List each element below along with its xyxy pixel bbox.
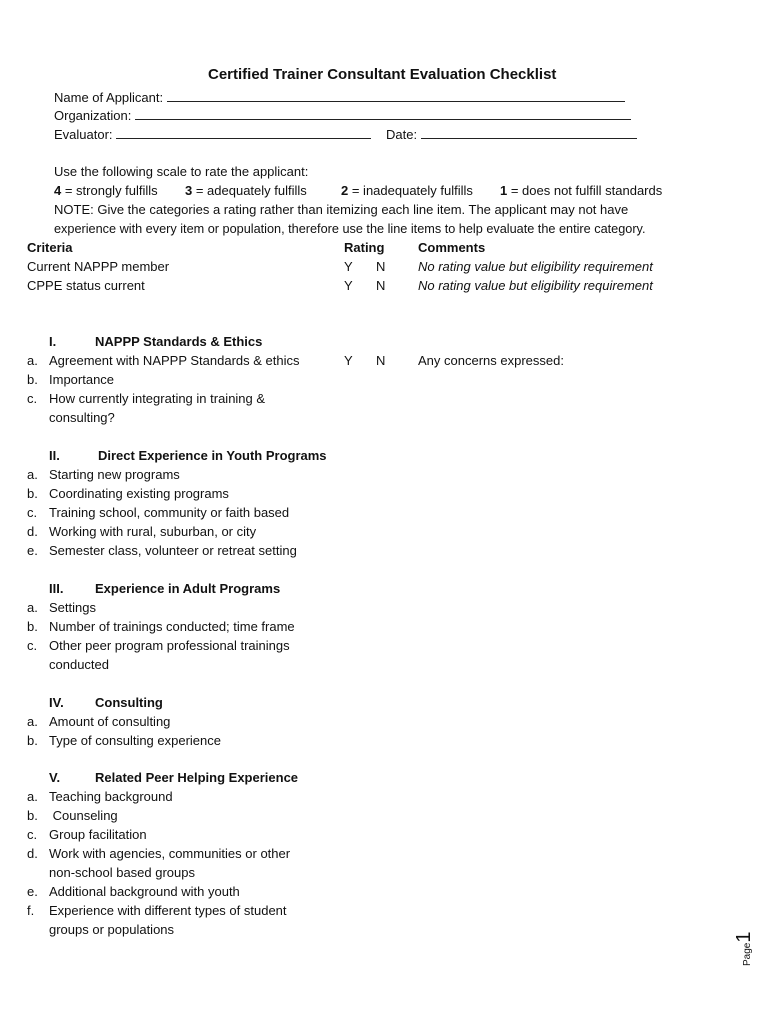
list-item: Work with agencies, communities or other: [49, 846, 291, 861]
section-4-title: Consulting: [95, 695, 163, 710]
list-item: Experience with different types of student: [49, 903, 287, 918]
list-item: Working with rural, suburban, or city: [49, 524, 257, 539]
list-item: consulting?: [49, 410, 115, 425]
section-2-title: Direct Experience in Youth Programs: [98, 448, 327, 463]
criteria-header: Criteria: [27, 240, 73, 255]
list-item-letter: b.: [27, 808, 38, 823]
section-4-number: IV.: [49, 695, 64, 710]
list-item: Other peer program professional trainings: [49, 638, 290, 653]
requirement-yes-option[interactable]: Y: [344, 278, 353, 293]
list-item: Agreement with NAPPP Standards & ethics: [49, 353, 300, 368]
list-item-letter: c.: [27, 391, 38, 406]
list-item: Settings: [49, 600, 96, 615]
list-item: conducted: [49, 657, 109, 672]
rating-4-number: 4: [54, 183, 62, 198]
list-item: Counseling: [49, 808, 118, 823]
section-1-yes-option[interactable]: Y: [344, 353, 353, 368]
date-field: [386, 126, 637, 143]
evaluator-label: Evaluator:: [54, 127, 113, 142]
list-item: Number of trainings conducted; time frame: [49, 619, 295, 634]
scale-rating-3: [185, 183, 307, 199]
page-number: [733, 926, 763, 966]
list-item: Coordinating existing programs: [49, 486, 229, 501]
applicant-input-line[interactable]: [167, 89, 625, 102]
page-label: Page: [742, 942, 753, 966]
list-item-letter: e.: [27, 884, 38, 899]
list-item-letter: b.: [27, 733, 38, 748]
comments-header: Comments: [418, 240, 486, 255]
section-3-number: III.: [49, 581, 64, 596]
organization-input-line[interactable]: [135, 107, 631, 120]
scale-note-line-1: NOTE: Give the categories a rating rather than itemizing each line item. The applicant may not have: [54, 202, 629, 217]
list-item: non-school based groups: [49, 865, 195, 880]
list-item-letter: c.: [27, 827, 38, 842]
list-item: Starting new programs: [49, 467, 180, 482]
list-item: Group facilitation: [49, 827, 147, 842]
rating-1-text: = does not fulfill standards: [507, 183, 663, 198]
list-item-letter: c.: [27, 505, 38, 520]
applicant-label: Name of Applicant:: [54, 90, 164, 105]
list-item: Training school, community or faith based: [49, 505, 290, 520]
list-item-letter: a.: [27, 467, 38, 482]
organization-field: [54, 107, 631, 124]
organization-label: Organization:: [54, 108, 132, 123]
list-item-letter: a.: [27, 600, 38, 615]
scale-note-line-2: experience with every item or population, therefore use the line items to help evaluate the entire category.: [54, 222, 646, 236]
rating-2-number: 2: [341, 183, 349, 198]
list-item: groups or populations: [49, 922, 175, 937]
list-item-letter: b.: [27, 486, 38, 501]
list-item-letter: a.: [27, 714, 38, 729]
list-item: Teaching background: [49, 789, 173, 804]
section-1-no-option[interactable]: N: [376, 353, 386, 368]
list-item-letter: b.: [27, 619, 38, 634]
list-item-letter: d.: [27, 524, 38, 539]
scale-intro: Use the following scale to rate the applicant:: [54, 164, 309, 179]
date-label: Date:: [386, 127, 418, 142]
list-item: Additional background with youth: [49, 884, 240, 899]
list-item: Semester class, volunteer or retreat setting: [49, 543, 297, 558]
list-item-letter: d.: [27, 846, 38, 861]
rating-1-number: 1: [500, 183, 508, 198]
requirement-comment: No rating value but eligibility requirement: [418, 278, 653, 293]
requirement-comment: No rating value but eligibility requirement: [418, 259, 653, 274]
applicant-field: [54, 89, 625, 106]
rating-header: Rating: [344, 240, 385, 255]
evaluator-input-line[interactable]: [116, 126, 371, 139]
requirement-label: CPPE status current: [27, 278, 145, 293]
rating-3-text: = adequately fulfills: [192, 183, 307, 198]
list-item-letter: a.: [27, 353, 38, 368]
section-1-comment: Any concerns expressed:: [418, 353, 564, 368]
list-item-letter: a.: [27, 789, 38, 804]
list-item: Importance: [49, 372, 115, 387]
page-title: Certified Trainer Consultant Evaluation Checklist: [208, 66, 557, 83]
scale-rating-4: [54, 183, 158, 199]
section-2-number: II.: [49, 448, 60, 463]
rating-2-text: = inadequately fulfills: [348, 183, 473, 198]
list-item-letter: c.: [27, 638, 38, 653]
requirement-yes-option[interactable]: Y: [344, 259, 353, 274]
section-5-title: Related Peer Helping Experience: [95, 770, 299, 785]
requirement-label: Current NAPPP member: [27, 259, 170, 274]
date-input-line[interactable]: [421, 126, 637, 139]
evaluator-field: [54, 126, 371, 143]
page-number-value: 1: [733, 931, 755, 943]
requirement-no-option[interactable]: N: [376, 259, 386, 274]
rating-3-number: 3: [185, 183, 193, 198]
section-1-title: NAPPP Standards & Ethics: [95, 334, 263, 349]
list-item: How currently integrating in training &: [49, 391, 266, 406]
scale-rating-1: [500, 183, 662, 199]
list-item: Amount of consulting: [49, 714, 171, 729]
rating-4-text: = strongly fulfills: [61, 183, 158, 198]
requirement-no-option[interactable]: N: [376, 278, 386, 293]
list-item-letter: f.: [27, 903, 35, 918]
section-5-number: V.: [49, 770, 61, 785]
section-3-title: Experience in Adult Programs: [95, 581, 281, 596]
list-item-letter: b.: [27, 372, 38, 387]
scale-rating-2: [341, 183, 473, 199]
list-item-letter: e.: [27, 543, 38, 558]
list-item: Type of consulting experience: [49, 733, 221, 748]
section-1-number: I.: [49, 334, 57, 349]
